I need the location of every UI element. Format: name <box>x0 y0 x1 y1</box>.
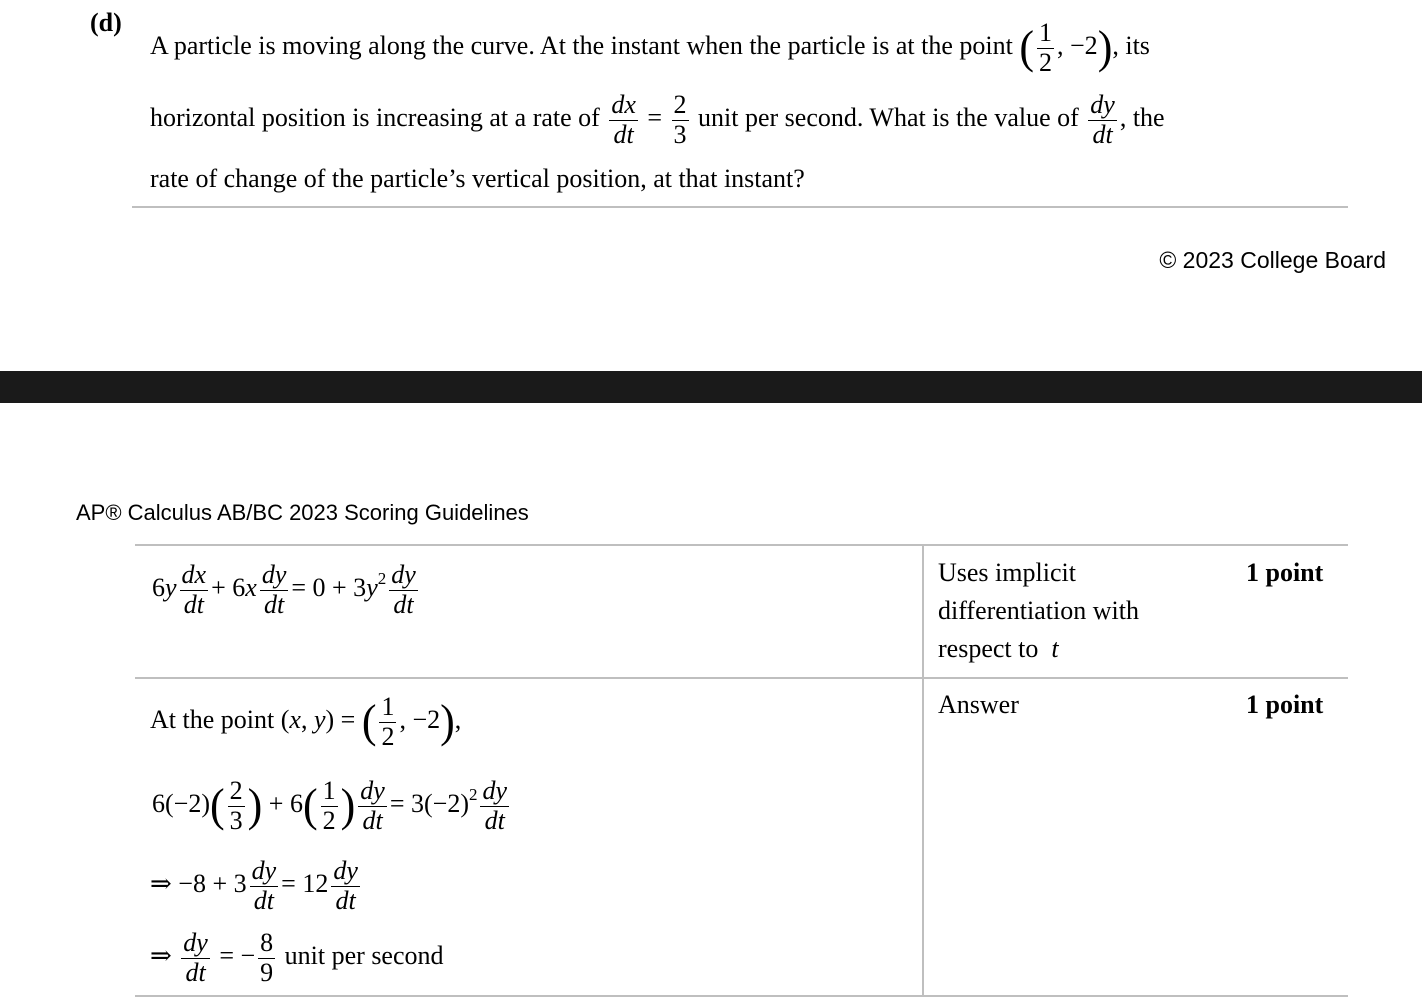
paren-close: ) <box>1097 21 1113 74</box>
substitution-equation: 6(−2)( $\frac{2}{3}$ ) + 6( $\frac{1}{2}$ ) $\frac{dy}{dt}$ = $3(-2)^2$ $\frac{dy}{dt}$ <box>152 776 508 835</box>
points-row-1: 1 point <box>1246 558 1324 587</box>
part-label: (d) <box>90 8 122 37</box>
table-column-divider <box>922 544 924 997</box>
dx-dt-fraction: $\frac{dx}{dt}$ <box>611 90 636 149</box>
question-line-2-end: , the <box>1119 102 1165 132</box>
final-answer: ⇒ $\frac{dy}{dt}$ = − $\frac{8}{9}$ unit per second <box>150 928 444 987</box>
point-y: −2 <box>1070 30 1098 60</box>
question-line-2-start: horizontal position is increasing at a rate of <box>150 102 600 132</box>
criterion-implicit-diff: Uses implicit differentiation with respect to t <box>938 558 1139 663</box>
rate-fraction: $\frac{2}{3}$ <box>673 90 687 149</box>
point-statement: At the point (x, y) = ( $\frac{1}{2}$ , −2), <box>150 692 462 751</box>
question-line-2: horizontal position is increasing at a rate of $\frac{dx}{dt}$ = $\frac{2}{3}$ unit per second. What is the value of $\frac{dy}{dt}$ , the <box>150 90 1165 149</box>
dy-dt-fraction: $\frac{dy}{dt}$ <box>1090 90 1115 149</box>
question-line-1-end: its <box>1125 30 1150 60</box>
question-line-3: rate of change of the particle’s vertical position, at that instant? <box>150 164 805 193</box>
table-bottom-border <box>135 995 1348 997</box>
point-x-fraction: $\frac{1}{2}$ <box>1039 18 1053 77</box>
question-line-1-text: A particle is moving along the curve. At the instant when the particle is at the point <box>150 30 1013 60</box>
guidelines-title: AP® Calculus AB/BC 2023 Scoring Guidelines <box>76 500 529 525</box>
points-row-2: 1 point <box>1246 690 1324 719</box>
criterion-answer: Answer <box>938 690 1019 719</box>
page-break-band <box>0 371 1422 403</box>
question-divider <box>132 206 1348 208</box>
paren-open: ( <box>1019 21 1035 74</box>
question-line-1: A particle is moving along the curve. At the instant when the particle is at the point ( $\frac{1}{2}$ , −2), its <box>150 18 1150 77</box>
question-line-2-mid: unit per second. What is the value of <box>698 102 1079 132</box>
implicit-diff-equation: 6y $\frac{dx}{dt}$ + 6x $\frac{dy}{dt}$ = $0 + 3y^2$ $\frac{dy}{dt}$ <box>152 560 416 619</box>
table-row-divider <box>135 677 1348 679</box>
table-top-border <box>135 544 1348 546</box>
copyright-notice: © 2023 College Board <box>1159 247 1386 273</box>
simplified-equation: ⇒ −8 + 3 $\frac{dy}{dt}$ = 12 $\frac{dy}{dt}$ <box>150 856 358 915</box>
